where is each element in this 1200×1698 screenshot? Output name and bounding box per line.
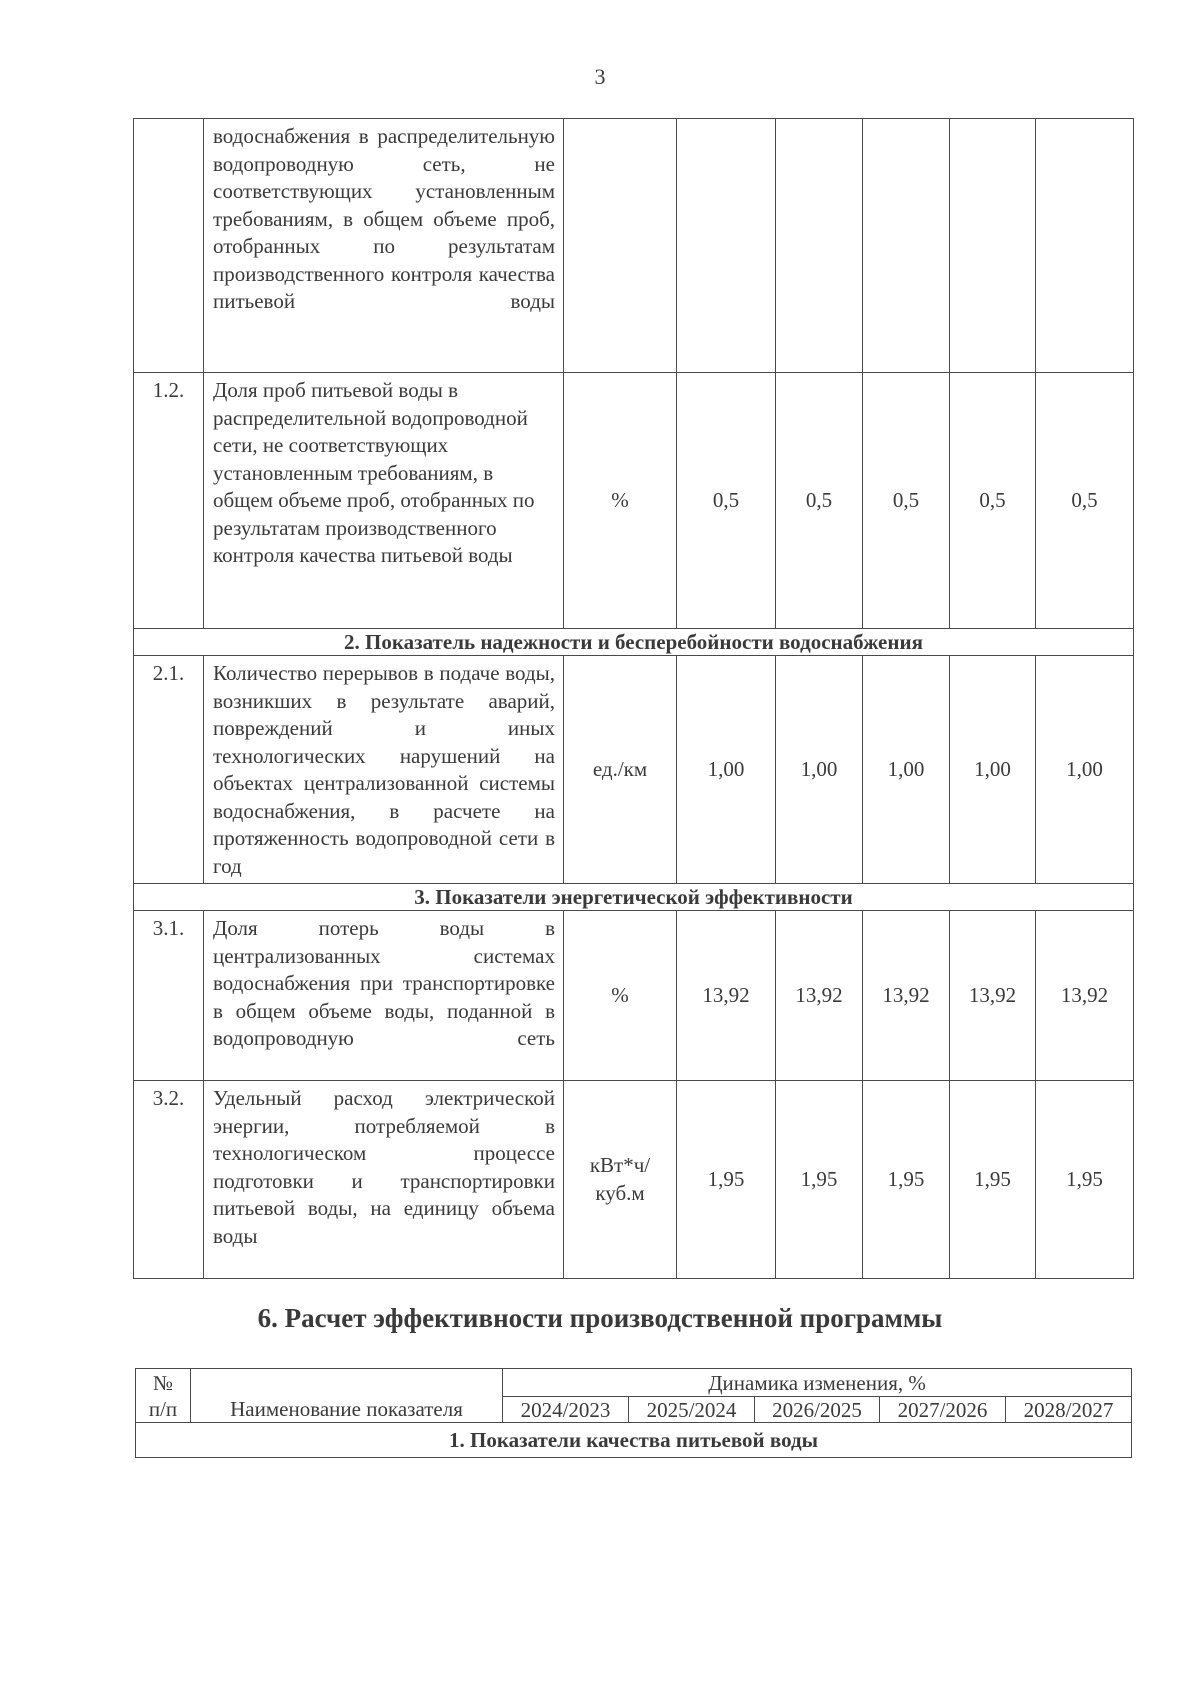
unit-cell: ед./км	[564, 656, 677, 884]
unit-cell: %	[564, 373, 677, 629]
page-number: 3	[594, 64, 606, 89]
num-header: п/п	[136, 1397, 191, 1423]
value-cell: 1,95	[677, 1081, 776, 1279]
indicator-name: Количество перерывов в подаче воды, возникших в результате аварий, повреждений и иных технологических нарушений на объектах централизованной системы водоснабжения, в расчете на протяженность водопроводной сети в год	[204, 656, 564, 884]
dynamics-header: Динамика изменения, %	[503, 1369, 1132, 1397]
value-cell: 1,95	[1036, 1081, 1134, 1279]
value-cell: 1,95	[776, 1081, 863, 1279]
indicator-name: водоснабжения в распределительную водопроводную сеть, не соответствующих установленным требованиям, в общем объеме проб, отобранных по результатам производственного контроля качества питьевой воды	[204, 119, 564, 373]
table-row	[134, 119, 1134, 373]
row-number: 2.1.	[134, 656, 204, 884]
value-cell	[1036, 119, 1134, 373]
section-row	[134, 884, 1134, 911]
value-cell: 1,00	[776, 656, 863, 884]
value-cell: 1,00	[677, 656, 776, 884]
value-cell: 1,00	[950, 656, 1036, 884]
row-number: 3.1.	[134, 911, 204, 1081]
header-row	[136, 1369, 1132, 1397]
value-cell: 1,95	[950, 1081, 1036, 1279]
table-row	[134, 373, 1134, 629]
unit-cell: %	[564, 911, 677, 1081]
section-heading: 2. Показатель надежности и бесперебойности водоснабжения	[134, 629, 1134, 656]
year-header: 2024/2023	[503, 1397, 629, 1423]
row-number: 3.2.	[134, 1081, 204, 1279]
year-header: 2028/2027	[1006, 1397, 1132, 1423]
value-cell: 13,92	[776, 911, 863, 1081]
name-header: Наименование показателя	[191, 1369, 503, 1423]
value-cell: 13,92	[1036, 911, 1134, 1081]
section-row	[136, 1423, 1132, 1458]
table-row	[134, 656, 1134, 884]
section-heading: 1. Показатели качества питьевой воды	[136, 1423, 1132, 1458]
unit-line: куб.м	[595, 1180, 645, 1205]
value-cell: 0,5	[950, 373, 1036, 629]
indicator-name: Доля потерь воды в централизованных системах водоснабжения при транспортировке в общем объеме воды, поданной в водопроводную сеть	[204, 911, 564, 1081]
row-number	[134, 119, 204, 373]
efficiency-table	[135, 1368, 1132, 1458]
unit-cell	[564, 1081, 677, 1279]
value-cell: 0,5	[677, 373, 776, 629]
year-header: 2025/2024	[629, 1397, 755, 1423]
value-cell: 0,5	[1036, 373, 1134, 629]
value-cell: 0,5	[863, 373, 950, 629]
value-cell: 13,92	[863, 911, 950, 1081]
unit-cell	[564, 119, 677, 373]
value-cell: 0,5	[776, 373, 863, 629]
indicators-table	[133, 118, 1134, 1279]
value-cell	[863, 119, 950, 373]
num-header: №	[136, 1369, 191, 1397]
value-cell: 1,00	[1036, 656, 1134, 884]
table-row	[134, 1081, 1134, 1279]
value-cell	[677, 119, 776, 373]
section-title: 6. Расчет эффективности производственной программы	[257, 1303, 943, 1333]
value-cell: 1,00	[863, 656, 950, 884]
table-row	[134, 911, 1134, 1081]
section-row	[134, 629, 1134, 656]
year-header: 2027/2026	[880, 1397, 1006, 1423]
value-cell: 13,92	[677, 911, 776, 1081]
year-header: 2026/2025	[755, 1397, 880, 1423]
indicator-name: Удельный расход электрической энергии, потребляемой в технологическом процессе подготовки и транспортировки питьевой воды, на единицу объема воды	[204, 1081, 564, 1279]
unit-line: кВт*ч/	[589, 1153, 651, 1177]
value-cell	[950, 119, 1036, 373]
value-cell: 13,92	[950, 911, 1036, 1081]
indicator-name: Доля проб питьевой воды в распределительной водопроводной сети, не соответствующих установленным требованиям, в общем объеме проб, отобранных по результатам производственного контроля качества питьевой воды	[204, 373, 564, 629]
value-cell: 1,95	[863, 1081, 950, 1279]
section-heading: 3. Показатели энергетической эффективности	[134, 884, 1134, 911]
row-number: 1.2.	[134, 373, 204, 629]
value-cell	[776, 119, 863, 373]
